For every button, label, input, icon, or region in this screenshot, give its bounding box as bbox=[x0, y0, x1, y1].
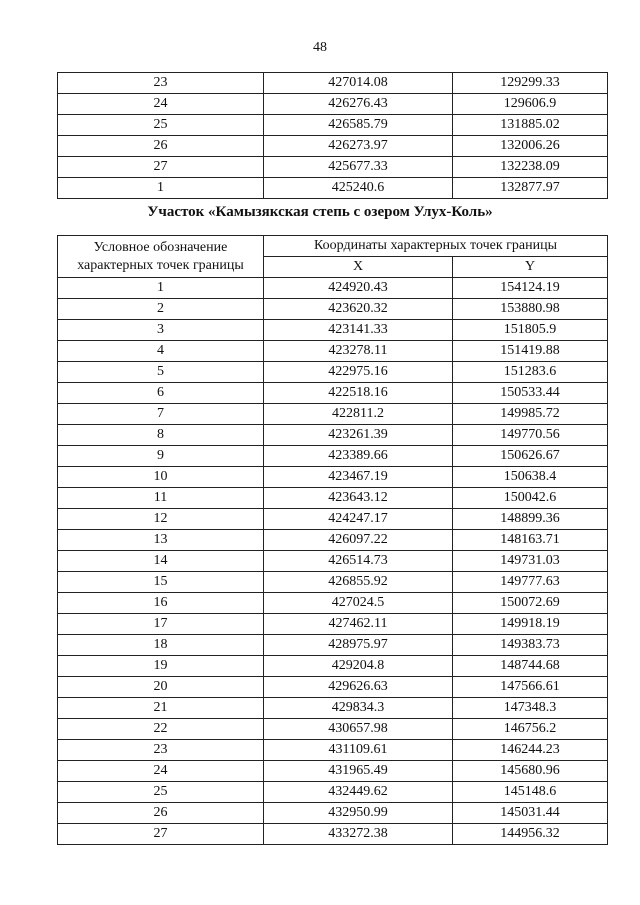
y-coordinate-cell: 150533.44 bbox=[453, 383, 608, 404]
header-x: X bbox=[264, 257, 453, 278]
point-number-cell: 10 bbox=[58, 467, 264, 488]
x-coordinate-cell: 431965.49 bbox=[264, 761, 453, 782]
point-number-cell: 20 bbox=[58, 677, 264, 698]
y-coordinate-cell: 149731.03 bbox=[453, 551, 608, 572]
point-number-cell: 27 bbox=[58, 824, 264, 845]
table-row bbox=[58, 824, 608, 845]
point-number-cell: 8 bbox=[58, 425, 264, 446]
x-coordinate-cell: 426585.79 bbox=[264, 115, 453, 136]
table-row bbox=[58, 614, 608, 635]
y-coordinate-cell: 149985.72 bbox=[453, 404, 608, 425]
table-header bbox=[58, 236, 608, 278]
table-row bbox=[58, 530, 608, 551]
x-coordinate-cell: 425677.33 bbox=[264, 157, 453, 178]
point-number-cell: 7 bbox=[58, 404, 264, 425]
table-row bbox=[58, 136, 608, 157]
point-number-cell: 5 bbox=[58, 362, 264, 383]
x-coordinate-cell: 422518.16 bbox=[264, 383, 453, 404]
y-coordinate-cell: 129299.33 bbox=[453, 73, 608, 94]
y-coordinate-cell: 132006.26 bbox=[453, 136, 608, 157]
header-coordinates: Координаты характерных точек границы bbox=[264, 236, 608, 257]
table-body bbox=[58, 73, 608, 199]
table-row bbox=[58, 719, 608, 740]
y-coordinate-cell: 146756.2 bbox=[453, 719, 608, 740]
y-coordinate-cell: 145680.96 bbox=[453, 761, 608, 782]
y-coordinate-cell: 153880.98 bbox=[453, 299, 608, 320]
x-coordinate-cell: 423278.11 bbox=[264, 341, 453, 362]
point-number-cell: 19 bbox=[58, 656, 264, 677]
x-coordinate-cell: 423389.66 bbox=[264, 446, 453, 467]
y-coordinate-cell: 147566.61 bbox=[453, 677, 608, 698]
y-coordinate-cell: 144956.32 bbox=[453, 824, 608, 845]
y-coordinate-cell: 132238.09 bbox=[453, 157, 608, 178]
table-row bbox=[58, 782, 608, 803]
table-row bbox=[58, 425, 608, 446]
x-coordinate-cell: 423620.32 bbox=[264, 299, 453, 320]
point-number-cell: 26 bbox=[58, 136, 264, 157]
point-number-cell: 11 bbox=[58, 488, 264, 509]
point-number-cell: 4 bbox=[58, 341, 264, 362]
point-number-cell: 2 bbox=[58, 299, 264, 320]
table-row bbox=[58, 94, 608, 115]
y-coordinate-cell: 145031.44 bbox=[453, 803, 608, 824]
point-number-cell: 23 bbox=[58, 73, 264, 94]
y-coordinate-cell: 148163.71 bbox=[453, 530, 608, 551]
table-row bbox=[58, 635, 608, 656]
x-coordinate-cell: 429834.3 bbox=[264, 698, 453, 719]
section-title: Участок «Камызякская степь с озером Улух-Коль» bbox=[147, 204, 493, 220]
point-number-cell: 14 bbox=[58, 551, 264, 572]
y-coordinate-cell: 129606.9 bbox=[453, 94, 608, 115]
x-coordinate-cell: 426097.22 bbox=[264, 530, 453, 551]
point-number-cell: 3 bbox=[58, 320, 264, 341]
point-number-cell: 24 bbox=[58, 94, 264, 115]
point-number-cell: 23 bbox=[58, 740, 264, 761]
y-coordinate-cell: 132877.97 bbox=[453, 178, 608, 199]
y-coordinate-cell: 148899.36 bbox=[453, 509, 608, 530]
x-coordinate-cell: 431109.61 bbox=[264, 740, 453, 761]
point-number-cell: 12 bbox=[58, 509, 264, 530]
point-number-cell: 1 bbox=[58, 178, 264, 199]
y-coordinate-cell: 145148.6 bbox=[453, 782, 608, 803]
point-number-cell: 18 bbox=[58, 635, 264, 656]
table-row bbox=[58, 115, 608, 136]
y-coordinate-cell: 150042.6 bbox=[453, 488, 608, 509]
x-coordinate-cell: 423141.33 bbox=[264, 320, 453, 341]
x-coordinate-cell: 426273.97 bbox=[264, 136, 453, 157]
coordinates-table-continuation bbox=[57, 72, 608, 199]
table-row bbox=[58, 320, 608, 341]
table-row bbox=[58, 278, 608, 299]
y-coordinate-cell: 151419.88 bbox=[453, 341, 608, 362]
y-coordinate-cell: 131885.02 bbox=[453, 115, 608, 136]
table-body bbox=[58, 278, 608, 845]
x-coordinate-cell: 426276.43 bbox=[264, 94, 453, 115]
table-row bbox=[58, 362, 608, 383]
x-coordinate-cell: 423643.12 bbox=[264, 488, 453, 509]
point-number-cell: 17 bbox=[58, 614, 264, 635]
y-coordinate-cell: 149777.63 bbox=[453, 572, 608, 593]
point-number-cell: 9 bbox=[58, 446, 264, 467]
point-number-cell: 22 bbox=[58, 719, 264, 740]
table-row bbox=[58, 157, 608, 178]
y-coordinate-cell: 146244.23 bbox=[453, 740, 608, 761]
table-row bbox=[58, 803, 608, 824]
table-row bbox=[58, 299, 608, 320]
point-number-cell: 24 bbox=[58, 761, 264, 782]
point-number-cell: 15 bbox=[58, 572, 264, 593]
point-number-cell: 27 bbox=[58, 157, 264, 178]
x-coordinate-cell: 433272.38 bbox=[264, 824, 453, 845]
y-coordinate-cell: 149918.19 bbox=[453, 614, 608, 635]
x-coordinate-cell: 424247.17 bbox=[264, 509, 453, 530]
y-coordinate-cell: 150072.69 bbox=[453, 593, 608, 614]
x-coordinate-cell: 427024.5 bbox=[264, 593, 453, 614]
y-coordinate-cell: 148744.68 bbox=[453, 656, 608, 677]
point-number-cell: 25 bbox=[58, 115, 264, 136]
y-coordinate-cell: 149770.56 bbox=[453, 425, 608, 446]
point-number-cell: 26 bbox=[58, 803, 264, 824]
table-row bbox=[58, 656, 608, 677]
table-row bbox=[58, 509, 608, 530]
x-coordinate-cell: 430657.98 bbox=[264, 719, 453, 740]
x-coordinate-cell: 432449.62 bbox=[264, 782, 453, 803]
x-coordinate-cell: 429626.63 bbox=[264, 677, 453, 698]
table-row bbox=[58, 446, 608, 467]
table-row bbox=[58, 467, 608, 488]
table-row bbox=[58, 698, 608, 719]
table-row bbox=[58, 593, 608, 614]
table-row bbox=[58, 551, 608, 572]
coordinates-table bbox=[57, 235, 608, 845]
y-coordinate-cell: 150638.4 bbox=[453, 467, 608, 488]
y-coordinate-cell: 151805.9 bbox=[453, 320, 608, 341]
x-coordinate-cell: 426855.92 bbox=[264, 572, 453, 593]
header-y: Y bbox=[453, 257, 608, 278]
x-coordinate-cell: 429204.8 bbox=[264, 656, 453, 677]
page-number: 48 bbox=[313, 40, 327, 55]
point-number-cell: 25 bbox=[58, 782, 264, 803]
x-coordinate-cell: 422811.2 bbox=[264, 404, 453, 425]
table-row bbox=[58, 341, 608, 362]
table-row bbox=[58, 404, 608, 425]
x-coordinate-cell: 425240.6 bbox=[264, 178, 453, 199]
y-coordinate-cell: 154124.19 bbox=[453, 278, 608, 299]
table-row bbox=[58, 383, 608, 404]
point-number-cell: 1 bbox=[58, 278, 264, 299]
table-row bbox=[58, 677, 608, 698]
table-row bbox=[58, 488, 608, 509]
x-coordinate-cell: 427462.11 bbox=[264, 614, 453, 635]
table-row bbox=[58, 761, 608, 782]
x-coordinate-cell: 427014.08 bbox=[264, 73, 453, 94]
point-number-cell: 13 bbox=[58, 530, 264, 551]
x-coordinate-cell: 424920.43 bbox=[264, 278, 453, 299]
y-coordinate-cell: 151283.6 bbox=[453, 362, 608, 383]
x-coordinate-cell: 426514.73 bbox=[264, 551, 453, 572]
point-number-cell: 21 bbox=[58, 698, 264, 719]
x-coordinate-cell: 432950.99 bbox=[264, 803, 453, 824]
x-coordinate-cell: 428975.97 bbox=[264, 635, 453, 656]
y-coordinate-cell: 149383.73 bbox=[453, 635, 608, 656]
table-row bbox=[58, 73, 608, 94]
x-coordinate-cell: 423261.39 bbox=[264, 425, 453, 446]
table-row bbox=[58, 572, 608, 593]
point-number-cell: 16 bbox=[58, 593, 264, 614]
table-row bbox=[58, 740, 608, 761]
x-coordinate-cell: 423467.19 bbox=[264, 467, 453, 488]
point-number-cell: 6 bbox=[58, 383, 264, 404]
x-coordinate-cell: 422975.16 bbox=[264, 362, 453, 383]
y-coordinate-cell: 147348.3 bbox=[453, 698, 608, 719]
y-coordinate-cell: 150626.67 bbox=[453, 446, 608, 467]
header-point-designation: Условное обозначение характерных точек границы bbox=[58, 236, 264, 278]
table-row bbox=[58, 178, 608, 199]
